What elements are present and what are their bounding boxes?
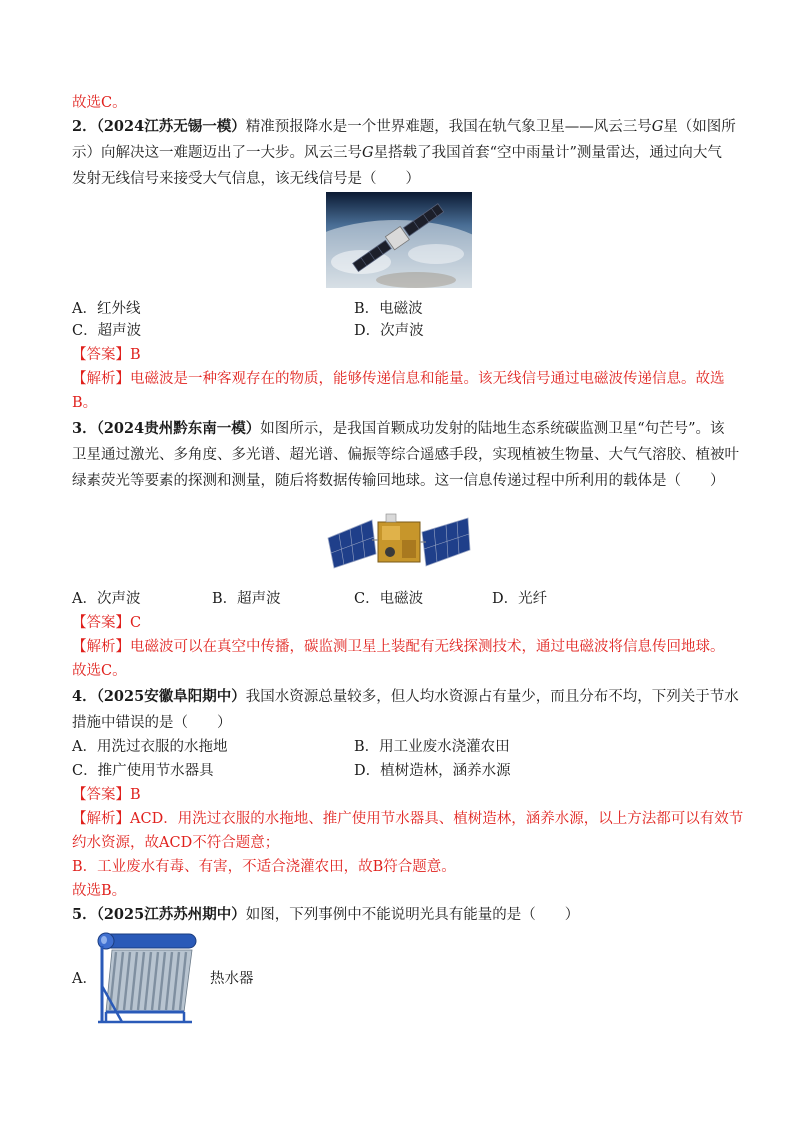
q2-analysis-line2: B。 [72,395,98,411]
q3-analysis-line2: 故选C。 [72,663,127,679]
q5-option-a-text: 热水器 [210,971,254,987]
q4-option-d[interactable]: D．植树造林，涵养水源 [354,763,511,779]
q5-source: 5．（2025江苏苏州期中） [72,906,246,923]
q2-option-d[interactable]: D．次声波 [354,323,424,339]
q2-source: 2．（2024江苏无锡一模） [72,118,246,135]
solar-water-heater-image [92,926,208,1026]
q2-answer: 【答案】B [72,347,141,363]
q4-line2: 措施中错误的是（ ） [72,715,232,731]
q3-option-b[interactable]: B．超声波 [212,591,281,607]
q1-conclusion: 故选C。 [72,95,127,111]
q3-analysis-line1: 【解析】电磁波可以在真空中传播，碳监测卫星上装配有无线探测技术，通过电磁波将信息传回地球。 [72,639,725,655]
jumang-satellite-image [326,510,472,576]
q3-option-d[interactable]: D．光纤 [492,591,548,607]
q3-source: 3．（2024贵州黔东南一模） [72,420,261,437]
fengyun-satellite-image [326,192,472,288]
q3-line1: 3．（2024贵州黔东南一模）如图所示，是我国首颗成功发射的陆地生态系统碳监测卫星“句芒号”。该 [72,420,725,437]
q2-line1: 2．（2024江苏无锡一模）精准预报降水是一个世界难题，我国在轨气象卫星——风云三号G星（如图所 [72,118,736,135]
q4-analysis-line1: 【解析】ACD．用洗过衣服的水拖地、推广使用节水器具、植树造林，涵养水源，以上方法都可以有效节 [72,811,744,827]
q3-line3: 绿素荧光等要素的探测和测量，随后将数据传输回地球。这一信息传递过程中所利用的载体是（ ） [72,473,725,489]
q2-analysis-line1: 【解析】电磁波是一种客观存在的物质，能够传递信息和能量。该无线信号通过电磁波传递信息。故选 [72,371,725,387]
q3-option-a[interactable]: A．次声波 [72,591,141,607]
satellite-icon [326,510,472,576]
q2-option-b[interactable]: B．电磁波 [354,301,423,317]
q4-analysis-line3: B．工业废水有毒、有害，不适合浇灌农田，故B符合题意。 [72,859,456,875]
q5-option-a-label[interactable]: A． [72,971,97,987]
q4-source: 4．（2025安徽阜阳期中） [72,688,246,705]
q3-option-c[interactable]: C．电磁波 [354,591,424,607]
q5-line1: 5．（2025江苏苏州期中）如图，下列事例中不能说明光具有能量的是（ ） [72,906,580,923]
q2-line2: 示）向解决这一难题迈出了一大步。风云三号G星搭载了我国首套“空中雨量计”测量雷达，通过向大气 [72,145,722,161]
q4-option-b[interactable]: B．用工业废水浇灌农田 [354,739,510,755]
q4-option-c[interactable]: C．推广使用节水器具 [72,763,214,779]
q4-analysis-line2: 约水资源，故ACD不符合题意； [72,835,280,851]
satellite-earth-icon [326,192,472,288]
q2-line3: 发射无线信号来接受大气信息，该无线信号是（ ） [72,171,420,187]
q4-option-a[interactable]: A．用洗过衣服的水拖地 [72,739,228,755]
water-heater-icon [92,926,208,1026]
q4-analysis-line4: 故选B。 [72,883,127,899]
q4-answer: 【答案】B [72,787,141,803]
q3-line2: 卫星通过激光、多角度、多光谱、超光谱、偏振等综合遥感手段，实现植被生物量、大气气溶胶、植被叶 [72,447,739,463]
q2-option-a[interactable]: A．红外线 [72,301,141,317]
q2-option-c[interactable]: C．超声波 [72,323,142,339]
q4-line1: 4．（2025安徽阜阳期中）我国水资源总量较多，但人均水资源占有量少，而且分布不均，下列关于节水 [72,688,739,705]
q3-answer: 【答案】C [72,615,142,631]
